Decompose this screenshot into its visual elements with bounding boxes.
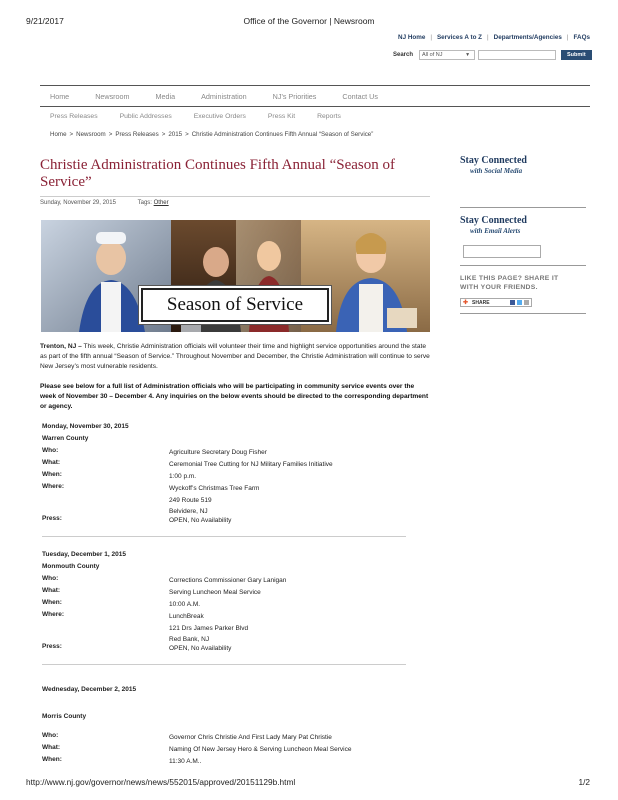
subnav-press-kit[interactable]: Press Kit bbox=[267, 113, 296, 120]
nav-newsroom[interactable]: Newsroom bbox=[95, 91, 130, 101]
event-row-where bbox=[42, 483, 407, 517]
main-nav bbox=[40, 85, 590, 107]
label-what: What: bbox=[42, 744, 61, 751]
intro-text: This week, Christie Administration officials will volunteer their time and highlight service opportunities around the state as part of the fifth annual “Season of Service.” Throughout November and December, the Christie Administration will continue to serve New Jersey’s most vulnerable residents. bbox=[40, 343, 430, 370]
crumb-current: Christie Administration Continues Fifth Annual “Season of Service” bbox=[191, 131, 374, 138]
print-title: Office of the Governor | Newsroom bbox=[243, 16, 375, 26]
crumb-newsroom[interactable]: Newsroom bbox=[76, 131, 106, 138]
share-button[interactable] bbox=[460, 298, 532, 307]
divider bbox=[40, 196, 430, 197]
event-county: Monmouth County bbox=[42, 563, 100, 570]
email-icon bbox=[524, 300, 529, 305]
util-link-faqs[interactable]: FAQs bbox=[573, 34, 590, 41]
event-row-what bbox=[42, 587, 407, 599]
sub-nav bbox=[50, 113, 363, 120]
dateline: Trenton, NJ – bbox=[40, 343, 82, 350]
utility-nav bbox=[398, 34, 590, 41]
tags-label: Tags: bbox=[137, 200, 152, 206]
event-who: Corrections Commissioner Gary Lanigan bbox=[169, 577, 287, 584]
plus-icon: ✚ bbox=[463, 300, 469, 306]
event-press: OPEN, No Availability bbox=[169, 645, 232, 652]
separator: | bbox=[487, 34, 489, 41]
separator: | bbox=[566, 34, 569, 41]
event-row-press bbox=[42, 515, 407, 527]
label-who: Who: bbox=[42, 732, 59, 739]
event-date: Monday, November 30, 2015 bbox=[42, 423, 129, 430]
search-label: Search bbox=[393, 52, 414, 58]
page-title: Christie Administration Continues Fifth Annual “Season of Service” bbox=[40, 157, 395, 190]
article-meta bbox=[40, 200, 169, 206]
event-what: Naming Of New Jersey Hero & Serving Luncheon Meal Service bbox=[169, 746, 352, 753]
event-row-when bbox=[42, 471, 407, 483]
event-where: LunchBreak 121 Drs James Parker Blvd Red Bank, NJ bbox=[169, 613, 249, 643]
breadcrumb: Home > Newsroom > Press Releases > 2015 > Christie Administration Continues Fifth Annual “Season of Service” bbox=[50, 131, 374, 138]
share-label: SHARE bbox=[472, 299, 490, 306]
chevron-down-icon: ▼ bbox=[465, 52, 471, 58]
sidebar-social bbox=[460, 155, 585, 175]
nav-media[interactable]: Media bbox=[155, 91, 176, 101]
page-number: 1/2 bbox=[578, 777, 590, 787]
label-when: When: bbox=[42, 471, 62, 478]
event-what: Ceremonial Tree Cutting for NJ Military Families Initiative bbox=[169, 461, 333, 468]
nav-priorities[interactable]: NJ's Priorities bbox=[272, 91, 317, 101]
subnav-press-releases[interactable]: Press Releases bbox=[50, 113, 98, 120]
label-where: Where: bbox=[42, 483, 65, 490]
event-what: Serving Luncheon Meal Service bbox=[169, 589, 261, 596]
social-heading[interactable]: Stay Connected bbox=[460, 155, 527, 166]
util-link-nj-home[interactable]: NJ Home bbox=[398, 34, 426, 41]
event-who: Governor Chris Christie And First Lady Mary Pat Christie bbox=[169, 734, 332, 741]
event-when: 10:00 A.M. bbox=[169, 601, 201, 608]
email-subheading[interactable]: with Email Alerts bbox=[470, 227, 521, 235]
util-link-departments[interactable]: Departments/Agencies bbox=[493, 34, 562, 41]
label-when: When: bbox=[42, 599, 62, 606]
event-row-who bbox=[42, 732, 407, 744]
event-block bbox=[42, 686, 407, 766]
label-when: When: bbox=[42, 756, 62, 763]
label-press: Press: bbox=[42, 515, 62, 522]
event-row-when bbox=[42, 599, 407, 611]
event-row-who bbox=[42, 575, 407, 587]
print-url: http://www.nj.gov/governor/news/news/552015/approved/20151129b.html bbox=[26, 777, 296, 787]
label-press: Press: bbox=[42, 643, 62, 650]
nav-administration[interactable]: Administration bbox=[201, 91, 247, 101]
util-link-services[interactable]: Services A to Z bbox=[436, 34, 483, 41]
event-date: Wednesday, December 2, 2015 bbox=[42, 686, 137, 693]
label-where: Where: bbox=[42, 611, 65, 618]
search-scope-value: All of NJ bbox=[422, 52, 443, 58]
event-county: Warren County bbox=[42, 435, 89, 442]
share-prompt: LIKE THIS PAGE? SHARE IT WITH YOUR FRIENDS. bbox=[460, 275, 559, 291]
social-subheading[interactable]: with Social Media bbox=[470, 167, 523, 175]
divider bbox=[460, 313, 586, 314]
event-row-when bbox=[42, 756, 407, 768]
subnav-executive-orders[interactable]: Executive Orders bbox=[193, 113, 246, 120]
separator: | bbox=[430, 34, 432, 41]
sidebar-email bbox=[460, 215, 585, 235]
print-date: 9/21/2017 bbox=[26, 16, 64, 26]
label-what: What: bbox=[42, 587, 61, 594]
event-when: 1:00 p.m. bbox=[169, 473, 197, 480]
label-what: What: bbox=[42, 459, 61, 466]
nav-home[interactable]: Home bbox=[50, 91, 70, 101]
divider bbox=[460, 207, 586, 208]
divider bbox=[42, 664, 406, 665]
divider bbox=[460, 265, 586, 266]
subnav-reports[interactable]: Reports bbox=[317, 113, 341, 120]
crumb-press-releases[interactable]: Press Releases bbox=[115, 131, 159, 138]
intro-paragraph bbox=[40, 342, 430, 372]
print-header bbox=[0, 16, 618, 30]
crumb-year[interactable]: 2015 bbox=[168, 131, 183, 138]
email-heading[interactable]: Stay Connected bbox=[460, 215, 527, 226]
season-of-service-banner bbox=[41, 220, 430, 332]
search-bar bbox=[393, 49, 592, 61]
event-when: 11:30 A.M.. bbox=[169, 758, 202, 765]
nav-contact[interactable]: Contact Us bbox=[342, 91, 378, 101]
event-block bbox=[42, 423, 407, 533]
search-submit-button[interactable]: Submit bbox=[561, 50, 592, 60]
article-date: Sunday, November 29, 2015 bbox=[40, 200, 116, 206]
event-press: OPEN, No Availability bbox=[169, 517, 232, 524]
label-who: Who: bbox=[42, 575, 59, 582]
label-who: Who: bbox=[42, 447, 59, 454]
crumb-home[interactable]: Home bbox=[50, 131, 67, 138]
search-scope-select[interactable] bbox=[419, 50, 475, 60]
tag-link[interactable]: Other bbox=[153, 200, 169, 206]
event-row-where bbox=[42, 611, 407, 645]
event-row-press bbox=[42, 643, 407, 655]
event-who: Agriculture Secretary Doug Fisher bbox=[169, 449, 267, 456]
event-where: Wyckoff’s Christmas Tree Farm 249 Route 519 Belvidere, NJ bbox=[169, 485, 260, 515]
search-input[interactable] bbox=[478, 50, 556, 60]
facebook-icon bbox=[510, 300, 515, 305]
event-date: Tuesday, December 1, 2015 bbox=[42, 551, 126, 558]
event-county: Morris County bbox=[42, 713, 87, 720]
subnav-public-addresses[interactable]: Public Addresses bbox=[119, 113, 172, 120]
event-block bbox=[42, 551, 407, 661]
email-alert-input[interactable] bbox=[463, 245, 541, 258]
divider bbox=[42, 536, 406, 537]
event-row-what bbox=[42, 744, 407, 756]
event-row-what bbox=[42, 459, 407, 471]
banner-caption: Season of Service bbox=[141, 288, 329, 322]
twitter-icon bbox=[517, 300, 522, 305]
event-row-who bbox=[42, 447, 407, 459]
notice-paragraph: Please see below for a full list of Administration officials who will be participating in community service events over the week of November 30 – December 4. Any inquiries on the below events should be directed to the corresponding department or agency. bbox=[40, 383, 429, 410]
